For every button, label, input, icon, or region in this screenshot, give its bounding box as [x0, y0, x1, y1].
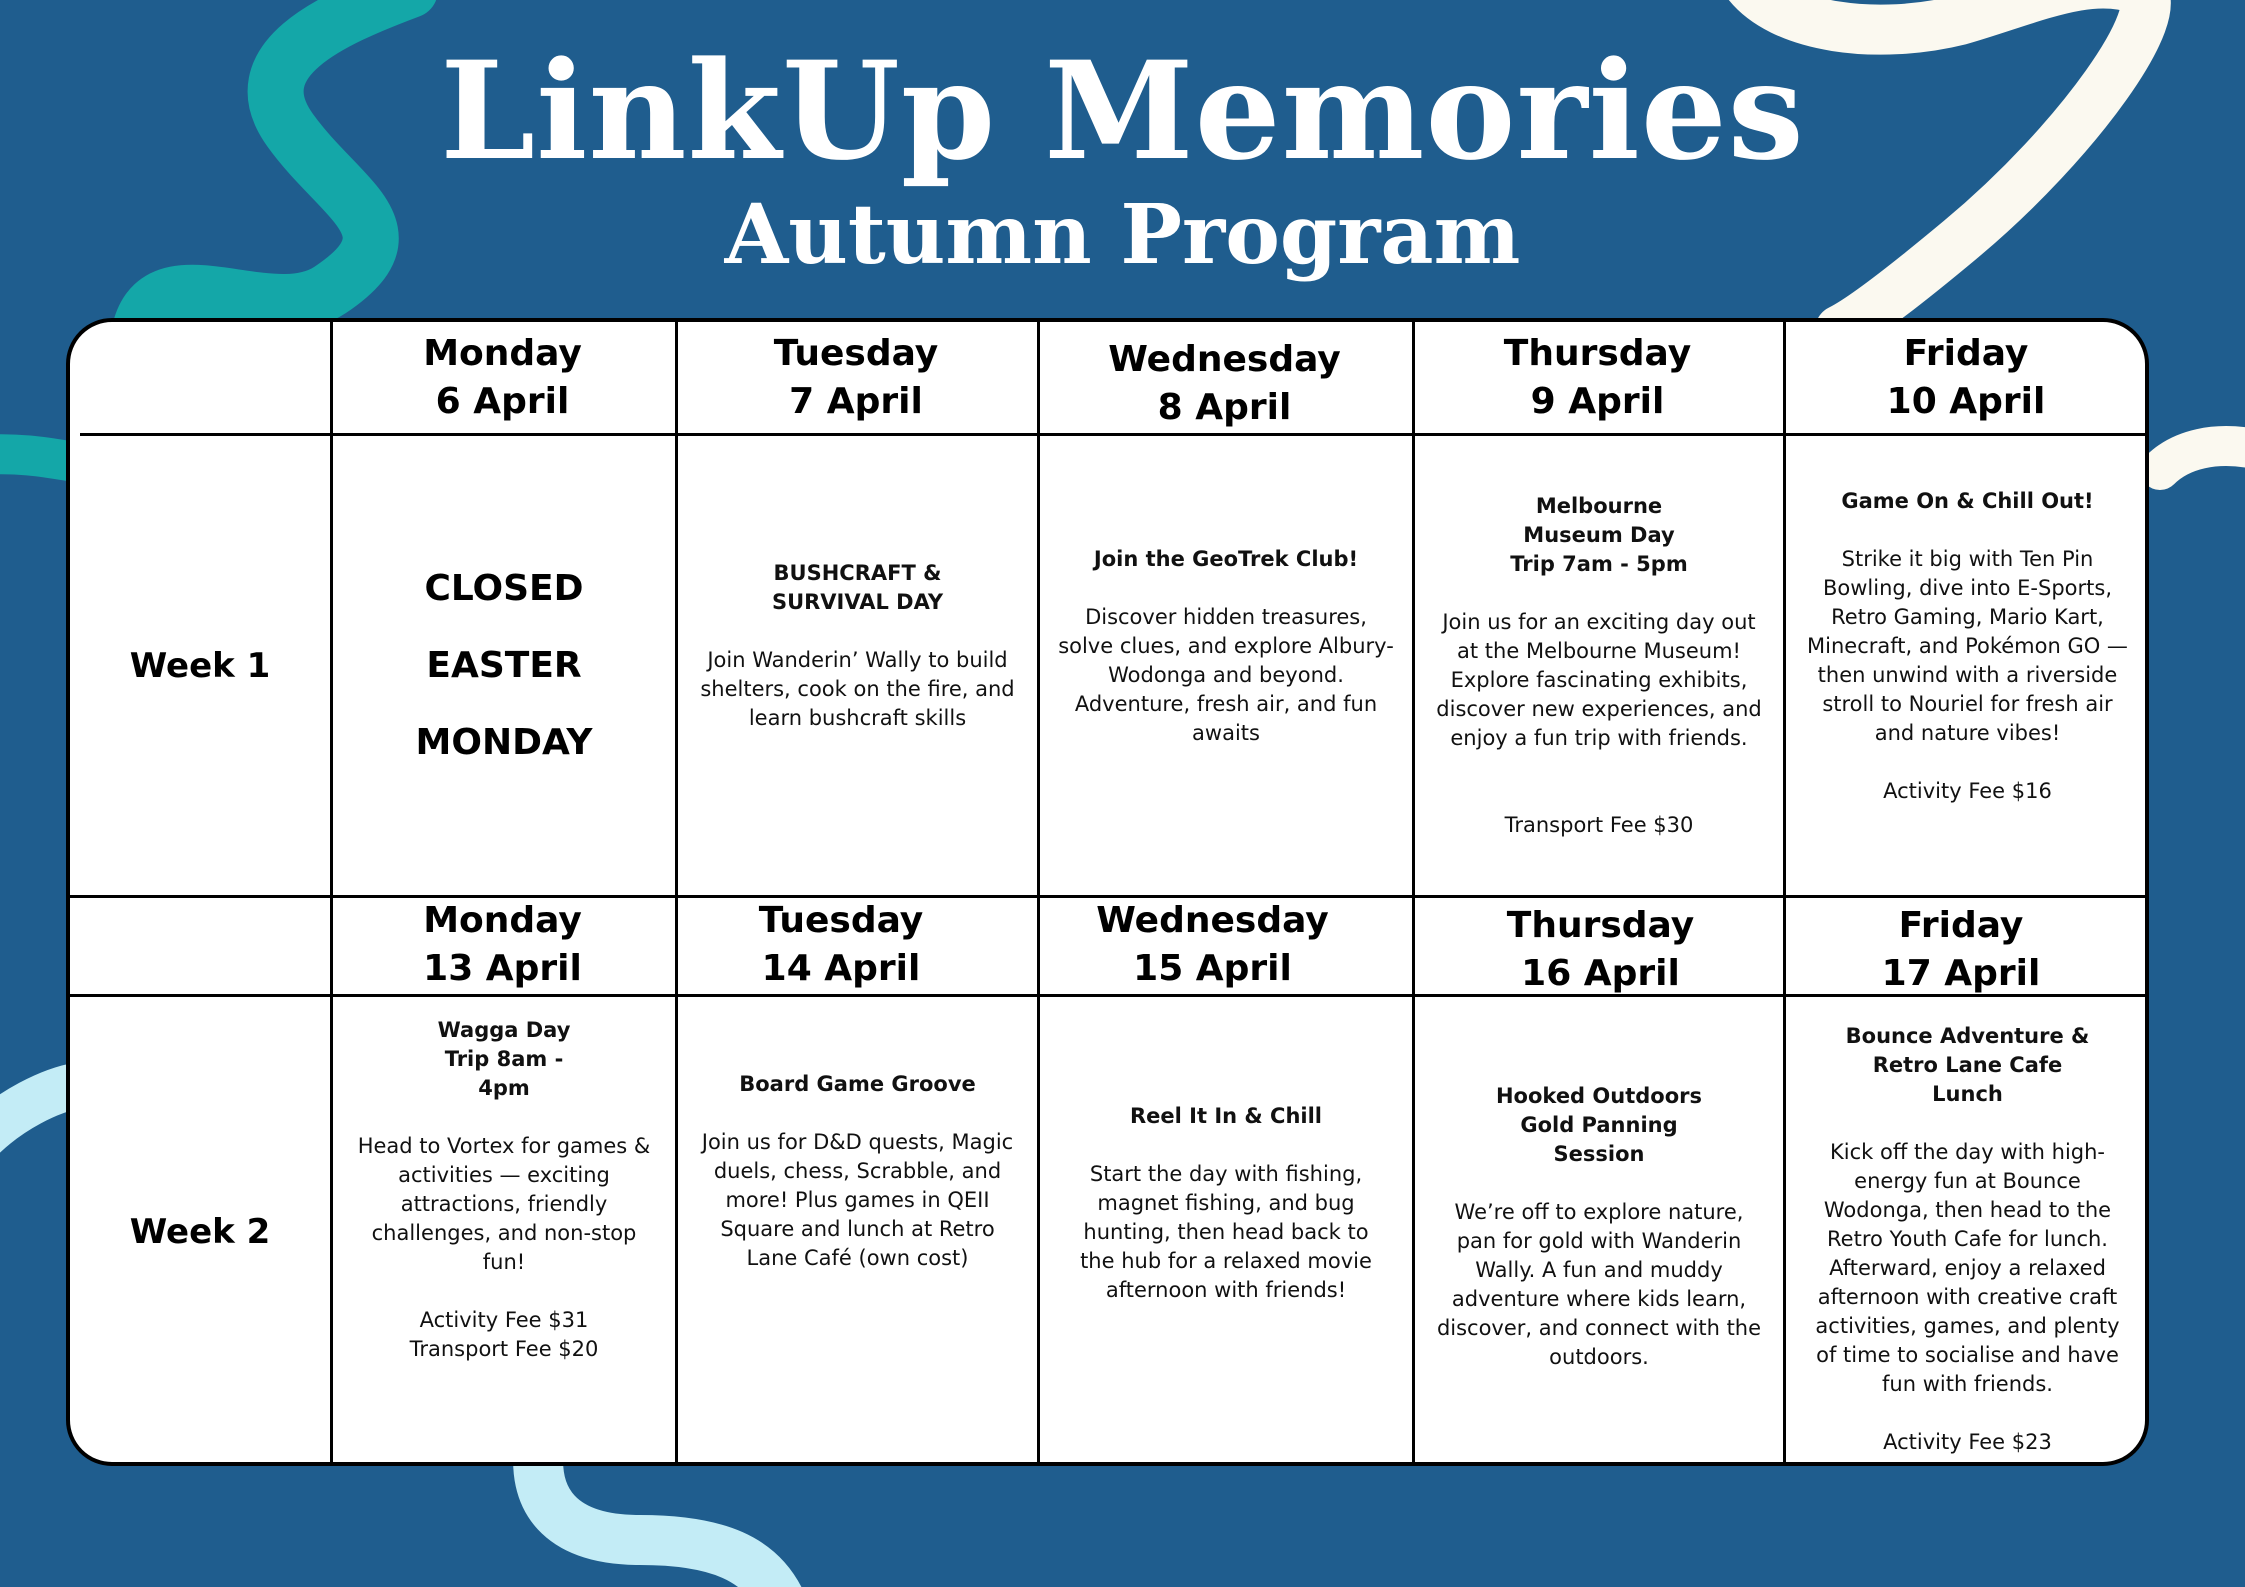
day-name: Wednesday	[1096, 899, 1329, 941]
day-date: 6 April	[435, 380, 570, 422]
activity-title: Game On & Chill Out!	[1841, 488, 2094, 513]
teal-squiggle-left	[0, 454, 75, 462]
activity-description: Discover hidden treasures, solve clues, and explore Albury-Wodonga and beyond. Adventure, fresh air, and fun awaits	[1058, 604, 1394, 745]
activity-fee: Activity Fee $16	[1883, 778, 2052, 803]
activity-week2-wednesday	[1040, 1102, 1412, 1402]
activity-week1-tuesday	[678, 436, 1037, 856]
activity-description: Join us for an exciting day out at the Melbourne Museum! Explore fascinating exhibits, discover new experiences, and enjoy a fun trip with friends.	[1436, 609, 1762, 750]
day-date: 17 April	[1881, 952, 2041, 994]
activity-title: Board Game Groove	[739, 1072, 976, 1096]
activity-week2-thursday	[1415, 1082, 1783, 1382]
day-name: Thursday	[1503, 332, 1692, 374]
activity-title: BUSHCRAFT & SURVIVAL DAY	[771, 561, 944, 614]
activity-title: Wagga Day Trip 8am - 4pm	[437, 1018, 571, 1100]
activity-week2-tuesday	[678, 1070, 1037, 1370]
activity-transport-fee: Transport Fee $20	[409, 1337, 599, 1361]
day-header-week2-thursday	[1415, 900, 1786, 999]
day-name: Tuesday	[758, 899, 924, 941]
day-date: 7 April	[789, 380, 923, 422]
day-name: Friday	[1903, 332, 2029, 374]
day-header-week1-thursday	[1412, 322, 1783, 433]
activity-week2-friday	[1786, 1022, 2149, 1462]
day-date: 16 April	[1521, 952, 1680, 994]
day-date: 10 April	[1886, 380, 2046, 422]
activity-title: Join the GeoTrek Club!	[1093, 546, 1359, 571]
closed-line: MONDAY	[415, 722, 593, 763]
activity-week1-friday	[1786, 436, 2149, 856]
day-header-week2-friday	[1778, 900, 2144, 999]
day-header-week1-tuesday	[675, 322, 1037, 433]
activity-title: Hooked Outdoors Gold Panning Session	[1495, 1084, 1702, 1166]
closed-line: CLOSED	[424, 568, 584, 609]
day-name: Friday	[1898, 904, 2024, 946]
activity-title: Reel It In & Chill	[1130, 1104, 1322, 1128]
day-name: Monday	[423, 332, 582, 374]
day-name: Tuesday	[773, 332, 939, 374]
day-header-week2-tuesday	[660, 895, 1022, 994]
day-date: 9 April	[1530, 380, 1665, 422]
day-date: 14 April	[761, 947, 921, 989]
activity-description: Start the day with fishing, magnet fishing, and bug hunting, then head back to the hub for a relaxed movie afternoon with friends!	[1080, 1162, 1372, 1302]
day-header-week1-friday	[1783, 322, 2149, 433]
activity-title: Melbourne Museum Day Trip 7am - 5pm	[1510, 493, 1688, 576]
day-date: 8 April	[1157, 386, 1292, 428]
activity-week1-wednesday	[1040, 436, 1412, 856]
activity-title: Bounce Adventure & Retro Lane Cafe Lunch	[1845, 1024, 2090, 1106]
activity-fee: Transport Fee $30	[1504, 812, 1694, 837]
page-title: LinkUp Memories	[440, 31, 1805, 190]
page-subtitle: Autumn Program	[724, 187, 1521, 283]
activity-description: We’re off to explore nature, pan for gold with Wanderin Wally. A fun and muddy adventure where kids learn, discover, and connect with the outdoors.	[1436, 1200, 1762, 1369]
week-label-2: Week 2	[129, 1211, 271, 1252]
day-name: Wednesday	[1108, 338, 1341, 380]
day-name: Thursday	[1506, 904, 1695, 946]
activity-fee: Activity Fee $31	[419, 1308, 589, 1332]
week-label-1: Week 1	[129, 645, 271, 686]
day-header-week1-wednesday	[1037, 328, 1412, 439]
activity-fee: Activity Fee $23	[1883, 1430, 2052, 1454]
schedule-table	[66, 318, 2149, 1466]
activity-description: Strike it big with Ten Pin Bowling, dive into E-Sports, Retro Gaming, Mario Kart, Minecraft, and Pokémon GO — then unwind with a riverside stroll to Nouriel for fresh air and nature vibes!	[1807, 546, 2128, 745]
activity-description: Join Wanderin’ Wally to build shelters, cook on the fire, and learn bushcraft skills	[700, 648, 1015, 730]
activity-week2-monday	[333, 1016, 675, 1361]
activity-description: Head to Vortex for games & activities — exciting attractions, friendly challenges, and non-stop fun!	[357, 1134, 651, 1274]
day-date: 15 April	[1133, 947, 1292, 989]
closed-notice	[333, 436, 675, 895]
activity-description: Join us for D&D quests, Magic duels, chess, Scrabble, and more! Plus games in QEII Square and lunch at Retro Lane Café (own cost)	[701, 1130, 1014, 1270]
activity-description: Kick off the day with high-energy fun at Bounce Wodonga, then head to the Retro Youth Cafe for lunch. Afterward, enjoy a relaxed afternoon with creative craft activities, games, and plenty of time to socialise and have fun with friends.	[1815, 1140, 2120, 1396]
closed-line: EASTER	[426, 645, 582, 686]
day-header-week2-monday	[330, 895, 675, 994]
day-header-week2-wednesday	[1025, 895, 1400, 994]
day-date: 13 April	[423, 947, 582, 989]
day-header-week1-monday	[330, 322, 675, 433]
activity-week1-thursday	[1415, 436, 1783, 895]
cream-squiggle-right	[2160, 446, 2245, 470]
day-name: Monday	[423, 899, 582, 941]
